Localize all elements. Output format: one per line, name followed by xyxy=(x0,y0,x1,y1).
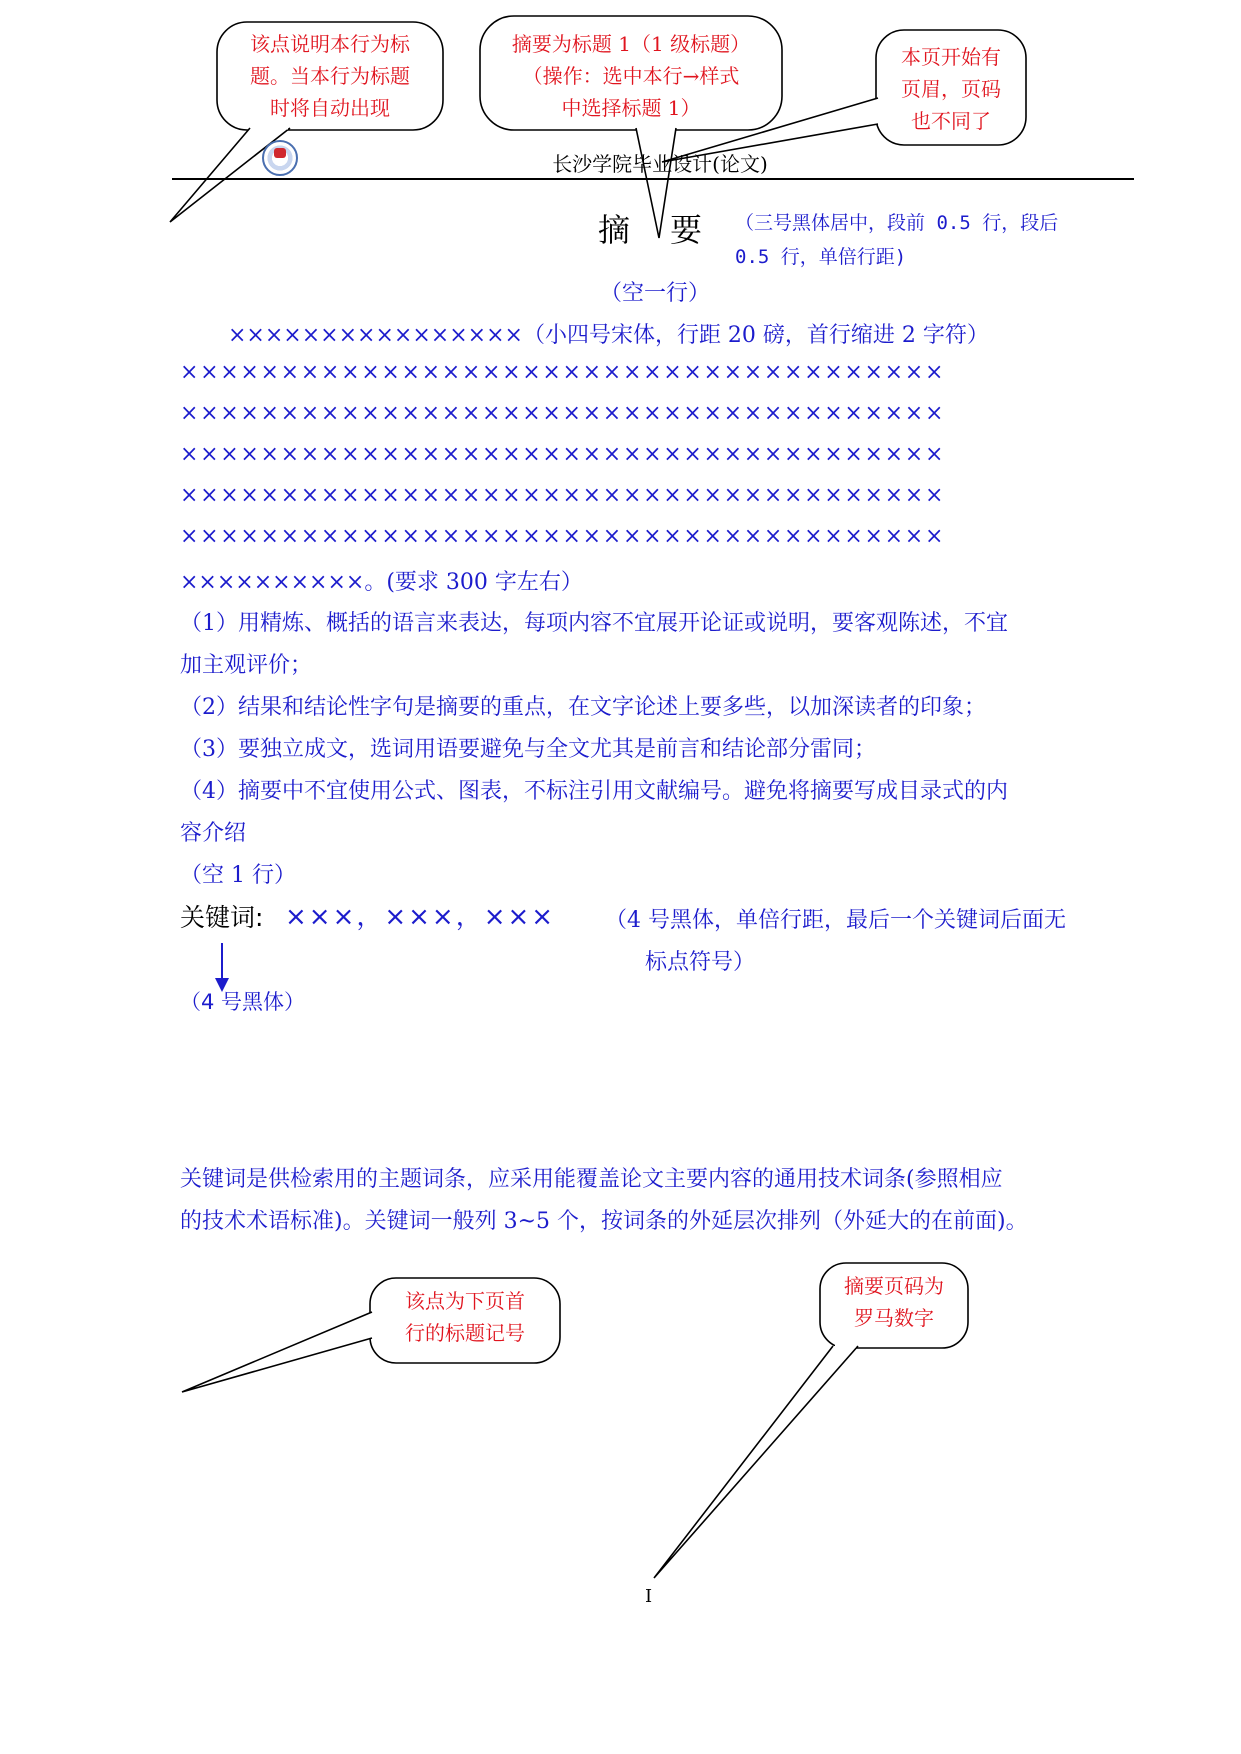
callout-4-line: 行的标题记号 xyxy=(405,1321,525,1345)
callout-5 xyxy=(824,1270,964,1334)
callout-2-line: 中选择标题 1） xyxy=(561,96,701,120)
heading-note-line: （三号黑体居中，段前 0.5 行，段后 xyxy=(735,212,1059,234)
abstract-x-row: ×××××××××××××××××××××××××××××××××××××× xyxy=(180,483,946,508)
keywords-format-note xyxy=(605,900,1130,984)
abstract-first-line: ××××××××××××××××（小四号宋体，行距 20 磅，首行缩进 2 字符） xyxy=(228,323,989,348)
explanation-line: 关键词是供检索用的主题词条，应采用能覆盖论文主要内容的通用技术词条(参照相应 xyxy=(180,1167,1003,1192)
abstract-heading: 摘 要 xyxy=(598,211,707,249)
rule-line: 加主观评价； xyxy=(180,653,313,678)
callout-4-line: 该点为下页首 xyxy=(405,1289,525,1313)
callout-1-line: 该点说明本行为标 xyxy=(250,32,410,56)
callout-3 xyxy=(880,41,1022,137)
explanation-line: 的技术术语标准)。关键词一般列 3~5 个，按词条的外延层次排列（外延大的在前面)。 xyxy=(180,1209,1028,1234)
callout-3-line: 本页开始有 xyxy=(901,45,1001,69)
keywords-label: 关键词: xyxy=(180,903,264,932)
header-title: 长沙学院毕业设计(论文) xyxy=(552,152,768,176)
university-logo-icon xyxy=(262,140,298,176)
abstract-x-row: ×××××××××××××××××××××××××××××××××××××× xyxy=(180,401,946,426)
heading-format-note xyxy=(735,206,1058,274)
keywords-values: ×××，×××，××× xyxy=(285,902,556,932)
abstract-x-row: ×××××××××××××××××××××××××××××××××××××× xyxy=(180,360,946,385)
keywords-note-line: 标点符号） xyxy=(645,950,756,975)
rule-line: （1）用精炼、概括的语言来表达，每项内容不宜展开论证或说明，要客观陈述，不宜 xyxy=(180,611,1008,636)
callout-1 xyxy=(227,28,433,124)
callout-2-line: （操作：选中本行→样式 xyxy=(522,64,740,88)
rule-line: （2）结果和结论性字句是摘要的重点，在文字论述上要多些，以加深读者的印象； xyxy=(180,695,986,720)
callout-1-line: 题。当本行为标题 xyxy=(250,64,410,88)
rule-line: 容介绍 xyxy=(180,821,247,846)
callout-4 xyxy=(376,1285,554,1349)
keyword-arrow-icon xyxy=(215,943,229,992)
callout-5-line: 摘要页码为 xyxy=(844,1274,944,1298)
callout-3-line: 也不同了 xyxy=(911,109,991,133)
keywords-note-line: （4 号黑体，单倍行距，最后一个关键词后面无 xyxy=(605,908,1066,933)
callout-3-line: 页眉，页码 xyxy=(901,77,1001,101)
rule-line: （3）要独立成文，选词用语要避免与全文尤其是前言和结论部分雷同； xyxy=(180,737,876,762)
header-divider xyxy=(172,178,1134,180)
callout-2-line: 摘要为标题 1（1 级标题） xyxy=(511,32,751,56)
blank-line-note: （空一行） xyxy=(600,281,711,306)
heading-note-line: 0.5 行，单倍行距) xyxy=(735,246,907,268)
keywords-label-note: （4 号黑体） xyxy=(180,990,306,1014)
callout-5-line: 罗马数字 xyxy=(854,1306,934,1330)
abstract-x-row: ×××××××××××××××××××××××××××××××××××××× xyxy=(180,524,946,549)
page-number: I xyxy=(645,1586,653,1607)
rule-line: （4）摘要中不宜使用公式、图表，不标注引用文献编号。避免将摘要写成目录式的内 xyxy=(180,779,1008,804)
blank-1-note: （空 1 行） xyxy=(180,863,296,888)
callout-1-line: 时将自动出现 xyxy=(270,96,390,120)
abstract-x-row: ×××××××××××××××××××××××××××××××××××××× xyxy=(180,442,946,467)
abstract-last-line: ××××××××××。(要求 300 字左右） xyxy=(180,570,583,595)
callout-2 xyxy=(486,28,776,124)
